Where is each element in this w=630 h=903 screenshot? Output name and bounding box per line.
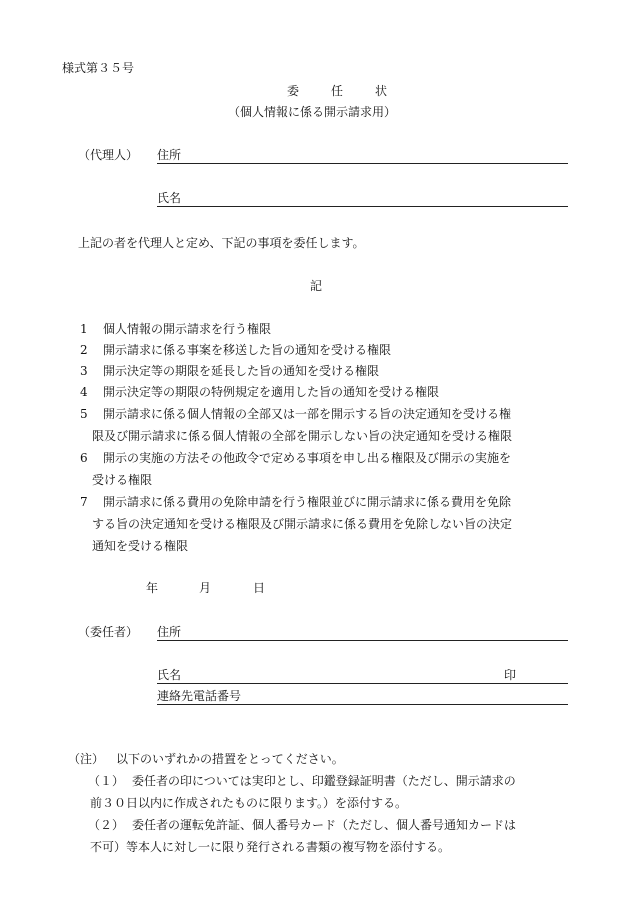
item-text-2: 開示請求に係る事案を移送した旨の通知を受ける権限 — [103, 343, 392, 357]
principal-address-field[interactable] — [157, 640, 568, 641]
notes-intro: 以下のいずれかの措置をとってください。 — [116, 752, 344, 766]
item-text-7-line2: する旨の決定通知を受ける権限及び開示請求に係る費用を免除しない旨の決定 — [92, 517, 513, 531]
item-text-5-line1: 開示請求に係る個人情報の全部又は一部を開示する旨の決定通知を受ける権 — [103, 407, 512, 421]
item-text-4: 開示決定等の期限の特例規定を適用した旨の通知を受ける権限 — [103, 385, 440, 399]
note-1-line2: 前３０日以内に作成されたものに限ります。）を添付する。 — [90, 796, 408, 810]
note-1-line1: 委任者の印については実印とし、印鑑登録証明書（ただし、開示請求の — [132, 774, 516, 788]
delegation-statement: 上記の者を代理人と定め、下記の事項を委任します。 — [78, 236, 365, 250]
principal-name-field[interactable] — [157, 683, 568, 684]
agent-role-label: （代理人） — [78, 148, 139, 162]
note-1-number: （１） — [88, 774, 125, 788]
principal-name-label: 氏名 — [157, 668, 182, 682]
principal-address-label: 住所 — [157, 625, 182, 639]
document-title: 委 任 状 — [287, 84, 398, 98]
item-number-1: 1 — [80, 322, 88, 336]
note-2-line2: 不可）等本人に対し一に限り発行される書類の複写物を添付する。 — [90, 840, 451, 854]
date-month-label: 月 — [199, 581, 212, 595]
document-subtitle: （個人情報に係る開示請求用） — [228, 105, 397, 119]
item-number-4: 4 — [80, 385, 88, 399]
principal-role-label: （委任者） — [78, 625, 139, 639]
item-number-5: 5 — [80, 407, 88, 421]
item-number-6: 6 — [80, 451, 88, 465]
item-text-3: 開示決定等の期限を延長した旨の通知を受ける権限 — [103, 364, 380, 378]
seal-mark: 印 — [504, 668, 517, 682]
agent-name-label: 氏名 — [157, 191, 182, 205]
agent-address-label: 住所 — [157, 148, 182, 162]
agent-name-field[interactable] — [157, 206, 568, 207]
date-year-label: 年 — [146, 581, 159, 595]
ki-heading: 記 — [310, 279, 323, 293]
item-text-7-line1: 開示請求に係る費用の免除申請を行う権限並びに開示請求に係る費用を免除 — [103, 495, 512, 509]
note-2-line1: 委任者の運転免許証、個人番号カード（ただし、個人番号通知カードは — [132, 818, 517, 832]
principal-phone-field[interactable] — [157, 704, 568, 705]
item-number-7: 7 — [80, 495, 88, 509]
item-text-1: 個人情報の開示請求を行う権限 — [103, 322, 272, 336]
notes-label: （注） — [68, 752, 105, 766]
item-number-3: 3 — [80, 364, 88, 378]
agent-address-field[interactable] — [157, 163, 568, 164]
form-number: 様式第３５号 — [62, 61, 135, 75]
item-text-7-line3: 通知を受ける権限 — [92, 539, 189, 553]
note-2-number: （２） — [88, 818, 125, 832]
date-day-label: 日 — [253, 581, 266, 595]
item-text-6-line1: 開示の実施の方法その他政令で定める事項を申し出る権限及び開示の実施を — [103, 451, 512, 465]
item-number-2: 2 — [80, 343, 88, 357]
item-text-6-line2: 受ける権限 — [92, 473, 153, 487]
item-text-5-line2: 限及び開示請求に係る個人情報の全部を開示しない旨の決定通知を受ける権限 — [92, 429, 513, 443]
principal-phone-label: 連絡先電話番号 — [157, 689, 242, 703]
